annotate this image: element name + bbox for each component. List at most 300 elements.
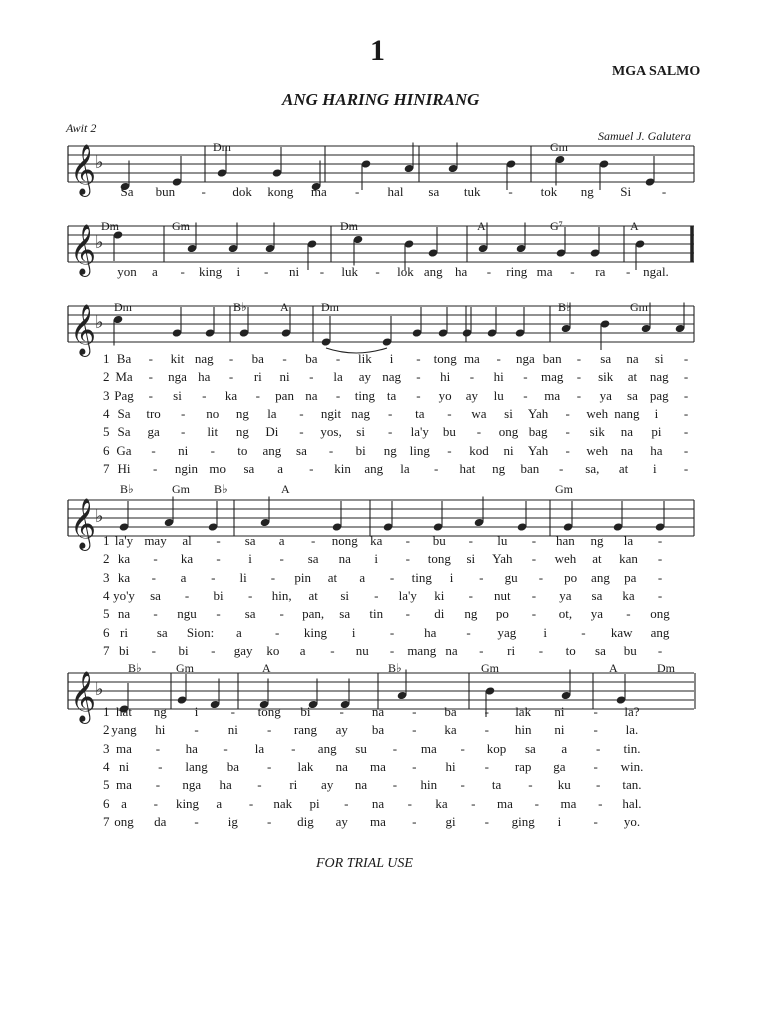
lyric-syllable: la bbox=[254, 740, 265, 756]
lyric-syllable: ig bbox=[227, 813, 238, 829]
lyric-syllable: - bbox=[210, 442, 215, 458]
lyric-syllable: pin bbox=[294, 569, 311, 585]
lyric-syllable: - bbox=[476, 424, 482, 440]
lyric-syllable: po bbox=[495, 606, 509, 622]
lyric-syllable: li bbox=[239, 569, 247, 585]
lyric-syllable: Sa bbox=[117, 424, 131, 440]
lyric-syllable: nga bbox=[168, 369, 187, 385]
lyric-syllable: weh bbox=[586, 442, 609, 458]
music-note bbox=[599, 159, 610, 190]
music-note bbox=[600, 319, 611, 350]
lyric-syllable: - bbox=[216, 533, 221, 548]
chord-symbol: G⁷ bbox=[550, 219, 563, 233]
lyric-syllable: gi bbox=[445, 813, 456, 829]
lyric-syllable: ma bbox=[310, 184, 327, 199]
lyric-syllable: - bbox=[309, 369, 314, 385]
music-note bbox=[616, 674, 627, 705]
lyric-syllable: i bbox=[449, 569, 454, 585]
lyric-syllable: ma bbox=[370, 813, 386, 829]
lyric-syllable: ko bbox=[266, 642, 280, 658]
lyric-syllable: - bbox=[683, 442, 689, 458]
lyric-syllable: - bbox=[388, 405, 393, 421]
lyric-syllable: ging bbox=[511, 813, 535, 829]
lyric-syllable: - bbox=[247, 587, 253, 603]
lyric-syllable: nag bbox=[351, 405, 371, 421]
lyric-syllable: - bbox=[155, 777, 161, 793]
lyric-syllable: ma bbox=[536, 264, 553, 279]
lyric-syllable: - bbox=[460, 740, 465, 756]
lyric-syllable: - bbox=[538, 642, 544, 658]
lyric-syllable: ban bbox=[520, 460, 540, 476]
lyric-syllable: la bbox=[333, 369, 343, 385]
chord-symbol: A bbox=[281, 482, 290, 496]
lyric-syllable: win. bbox=[620, 758, 644, 774]
lyric-syllable: rap bbox=[514, 758, 532, 774]
lyric-syllable: kan bbox=[619, 551, 638, 567]
lyric-syllable: - bbox=[328, 442, 334, 458]
lyric-syllable: Sa bbox=[117, 405, 131, 421]
music-note bbox=[412, 307, 423, 338]
lyric-syllable: lang bbox=[185, 758, 208, 774]
lyric-syllable: - bbox=[486, 264, 492, 279]
lyric-syllable: na bbox=[338, 551, 351, 567]
lyric-syllable: - bbox=[593, 813, 598, 829]
lyric-syllable: - bbox=[389, 624, 395, 640]
lyric-syllable: - bbox=[657, 569, 663, 585]
lyric-syllable: ba bbox=[251, 351, 264, 366]
lyric-syllable: ang bbox=[262, 442, 282, 458]
lyric-syllable: sa bbox=[307, 551, 319, 567]
lyric-syllable: - bbox=[148, 351, 153, 366]
lyric-syllable: - bbox=[460, 777, 465, 793]
lyric-syllable: ngal. bbox=[643, 264, 669, 279]
music-note bbox=[433, 501, 444, 532]
verse-number: 3 bbox=[103, 740, 110, 756]
lyric-syllable: ong bbox=[498, 424, 519, 440]
lyric-syllable: ng bbox=[383, 442, 397, 458]
music-note bbox=[177, 674, 188, 705]
lyric-syllable: la'y bbox=[398, 587, 417, 603]
lyric-syllable: - bbox=[299, 424, 304, 440]
lyric-syllable: hin bbox=[514, 722, 532, 738]
lyric-syllable: ha bbox=[650, 442, 663, 458]
lyric-syllable: - bbox=[374, 587, 379, 603]
key-signature-flat-icon: ♭ bbox=[95, 232, 104, 253]
lyric-syllable: - bbox=[412, 758, 417, 774]
lyric-syllable: - bbox=[180, 405, 186, 421]
lyric-syllable: Yah bbox=[492, 551, 513, 567]
lyric-syllable: no bbox=[206, 405, 220, 421]
lyric-syllable: ng bbox=[153, 704, 167, 719]
lyric-syllable: - bbox=[508, 184, 513, 199]
lyric-syllable: Hi bbox=[117, 460, 131, 476]
lyric-syllable: - bbox=[344, 795, 349, 811]
lyric-syllable: ma bbox=[116, 740, 132, 756]
lyric-syllable: ang bbox=[591, 569, 610, 585]
lyric-syllable: ling bbox=[409, 442, 430, 458]
lyric-syllable: i bbox=[194, 704, 199, 719]
lyric-syllable: - bbox=[466, 624, 471, 640]
lyric-syllable: - bbox=[270, 569, 276, 585]
lyric-syllable: nag bbox=[649, 369, 669, 385]
lyric-syllable: hi bbox=[155, 722, 166, 738]
music-note bbox=[515, 307, 526, 338]
treble-clef-icon: 𝄞 bbox=[70, 304, 97, 355]
lyric-syllable: - bbox=[274, 624, 280, 640]
verse-number: 6 bbox=[103, 442, 110, 458]
lyric-syllable: tong bbox=[257, 704, 281, 719]
lyric-syllable: ang bbox=[364, 460, 384, 476]
lyric-syllable: la'y bbox=[114, 533, 134, 548]
lyric-syllable: mo bbox=[209, 460, 226, 476]
lyric-syllable: - bbox=[484, 758, 490, 774]
lyric-syllable: si bbox=[173, 387, 182, 403]
lyric-syllable: na bbox=[626, 351, 639, 366]
chord-symbol: B♭ bbox=[120, 482, 134, 496]
lyric-syllable: - bbox=[282, 351, 287, 366]
music-note bbox=[272, 147, 283, 178]
lyric-syllable: sa bbox=[243, 460, 255, 476]
lyric-syllable: sa, bbox=[585, 460, 600, 476]
lyric-syllable: nga bbox=[516, 351, 535, 366]
lyric-syllable: - bbox=[565, 442, 570, 458]
music-note bbox=[113, 230, 124, 261]
lyric-syllable: - bbox=[523, 387, 528, 403]
lyric-syllable: ba bbox=[371, 722, 385, 738]
lyric-syllable: ngu bbox=[177, 606, 197, 622]
lyric-syllable: bi bbox=[178, 642, 189, 658]
lyric-syllable: nag bbox=[194, 351, 214, 366]
verse-number: 7 bbox=[103, 460, 110, 476]
treble-clef-icon: 𝄞 bbox=[70, 224, 97, 275]
song-title: ANG HARING HINIRANG bbox=[282, 90, 480, 109]
lyric-syllable: - bbox=[657, 642, 663, 658]
verse-number: 4 bbox=[103, 587, 110, 603]
lyric-syllable: dok bbox=[232, 184, 252, 199]
lyric-syllable: - bbox=[158, 758, 163, 774]
lyric-syllable: - bbox=[291, 740, 296, 756]
lyric-syllable: - bbox=[558, 460, 564, 476]
lyric-syllable: si bbox=[504, 405, 513, 421]
lyric-syllable: ta bbox=[386, 387, 397, 403]
chord-symbol: A bbox=[262, 661, 271, 675]
lyric-syllable: - bbox=[468, 533, 473, 548]
lyric-syllable: lok bbox=[397, 264, 414, 279]
lyric-syllable: di bbox=[434, 606, 445, 622]
lyric-syllable: - bbox=[595, 740, 601, 756]
lyric-syllable: la bbox=[267, 405, 277, 421]
lyric-syllable: i bbox=[557, 813, 562, 829]
lyric-syllable: pag bbox=[649, 387, 669, 403]
lyric-syllable: lu bbox=[493, 387, 504, 403]
lyric-syllable: - bbox=[266, 722, 272, 738]
lyric-syllable: la. bbox=[625, 722, 639, 738]
lyric-syllable: la bbox=[623, 533, 634, 548]
lyric-syllable: na bbox=[335, 758, 348, 774]
music-staff bbox=[0, 116, 768, 206]
lyric-syllable: ng bbox=[590, 533, 604, 548]
lyric-syllable: bu bbox=[442, 424, 456, 440]
lyric-syllable: - bbox=[257, 777, 262, 793]
lyric-syllable: da bbox=[154, 813, 167, 829]
lyric-syllable: bi bbox=[355, 442, 366, 458]
lyric-syllable: - bbox=[211, 569, 216, 585]
lyric-syllable: a bbox=[216, 795, 223, 811]
lyric-syllable: - bbox=[216, 551, 221, 567]
lyric-syllable: ni bbox=[503, 442, 514, 458]
lyric-syllable: a bbox=[277, 460, 283, 476]
lyric-syllable: sa bbox=[150, 587, 161, 603]
lyric-syllable: gay bbox=[233, 642, 253, 658]
lyric-syllable: - bbox=[683, 460, 689, 476]
lyric-syllable: ri bbox=[507, 642, 516, 658]
lyric-syllable: a bbox=[278, 533, 285, 548]
lyric-syllable: Yah bbox=[527, 405, 549, 421]
lyric-syllable: ang bbox=[650, 624, 670, 640]
lyric-syllable: ni bbox=[118, 758, 130, 774]
lyric-syllable: - bbox=[523, 369, 528, 385]
lyric-syllable: bi bbox=[118, 642, 130, 658]
lyric-syllable: sa bbox=[600, 351, 612, 366]
lyric-syllable: at bbox=[308, 587, 318, 603]
lyric-syllable: hin bbox=[420, 777, 438, 793]
lyric-syllable: Ga bbox=[116, 442, 132, 458]
lyric-syllable: lak bbox=[297, 758, 314, 774]
lyric-syllable: king bbox=[198, 264, 223, 279]
lyric-syllable: i bbox=[236, 264, 241, 279]
lyric-syllable: - bbox=[148, 369, 153, 385]
lyric-syllable: sa bbox=[244, 606, 256, 622]
lyric-syllable: la'y bbox=[410, 424, 429, 440]
lyric-syllable: ga bbox=[553, 758, 566, 774]
lyric-syllable: ng bbox=[492, 460, 506, 476]
lyric-syllable: - bbox=[216, 606, 221, 622]
lyric-syllable: nut bbox=[494, 587, 511, 603]
lyric-syllable: ni bbox=[554, 704, 565, 719]
lyric-syllable: to bbox=[565, 642, 576, 658]
lyric-syllable: - bbox=[479, 642, 484, 658]
music-note bbox=[404, 143, 415, 174]
lyric-syllable: ta bbox=[415, 405, 425, 421]
verse-number: 6 bbox=[103, 624, 110, 640]
lyric-syllable: ra bbox=[595, 264, 606, 279]
lyric-syllable: pi bbox=[309, 795, 320, 811]
lyric-syllable: kod bbox=[469, 442, 489, 458]
lyric-syllable: si bbox=[466, 551, 476, 567]
lyric-syllable: - bbox=[264, 264, 269, 279]
lyric-syllable: - bbox=[151, 642, 156, 658]
lyric-syllable: Sion: bbox=[186, 624, 215, 640]
lyric-syllable: ya bbox=[559, 587, 572, 603]
music-note bbox=[516, 223, 527, 254]
lyric-syllable: - bbox=[148, 387, 153, 403]
lyric-syllable: - bbox=[335, 351, 341, 366]
lyric-syllable: ban bbox=[542, 351, 562, 366]
lyric-syllable: kop bbox=[486, 740, 507, 756]
lyric-syllable: tro bbox=[146, 405, 161, 421]
lyric-syllable: ng bbox=[235, 405, 249, 421]
lyric-syllable: - bbox=[593, 758, 598, 774]
lyric-syllable: a bbox=[180, 569, 187, 585]
lyric-syllable: - bbox=[309, 460, 314, 476]
lyric-syllable: ay bbox=[465, 387, 479, 403]
lyric-syllable: sa bbox=[156, 624, 168, 640]
lyric-syllable: - bbox=[153, 606, 158, 622]
chord-symbol: A bbox=[609, 661, 618, 675]
lyric-syllable: - bbox=[194, 722, 199, 738]
lyric-syllable: - bbox=[576, 369, 582, 385]
lyric-syllable: - bbox=[388, 424, 393, 440]
lyric-syllable: ay bbox=[358, 369, 371, 385]
lyric-syllable: at bbox=[627, 369, 638, 385]
lyric-syllable: - bbox=[595, 777, 601, 793]
lyric-syllable: hal bbox=[387, 184, 404, 199]
lyric-syllable: ka bbox=[180, 551, 194, 567]
lyric-syllable: hal. bbox=[622, 795, 642, 811]
chord-symbol: B♭ bbox=[128, 661, 142, 675]
lyric-syllable: ha bbox=[185, 740, 198, 756]
lyric-syllable: ba bbox=[444, 704, 457, 719]
lyric-syllable: sa bbox=[595, 642, 606, 658]
music-note bbox=[613, 501, 624, 532]
lyric-syllable: lu bbox=[497, 533, 508, 548]
lyric-syllable: - bbox=[416, 369, 421, 385]
lyric-syllable: at bbox=[618, 460, 629, 476]
lyric-syllable: yang bbox=[111, 722, 137, 738]
lyric-syllable: - bbox=[661, 184, 667, 199]
composer-credit: Samuel J. Galutera bbox=[598, 129, 691, 143]
lyric-syllable: - bbox=[416, 387, 421, 403]
music-note bbox=[563, 501, 574, 532]
lyric-syllable: at bbox=[592, 551, 602, 567]
lyric-syllable: tong bbox=[427, 551, 451, 567]
music-note bbox=[655, 501, 666, 532]
section-label: MGA SALMO bbox=[612, 64, 701, 79]
music-note bbox=[119, 501, 130, 532]
lyric-syllable: na bbox=[620, 424, 633, 440]
lyric-syllable: ki bbox=[434, 587, 445, 603]
lyric-syllable: - bbox=[405, 606, 410, 622]
lyric-syllable: ot, bbox=[558, 606, 573, 622]
lyric-syllable: - bbox=[211, 642, 216, 658]
lyric-syllable: sa bbox=[244, 533, 256, 548]
verse-number: 3 bbox=[103, 569, 110, 585]
lyric-syllable: ong bbox=[650, 606, 670, 622]
music-note bbox=[208, 501, 219, 532]
lyric-syllable: at bbox=[327, 569, 338, 585]
lyric-syllable: king bbox=[303, 624, 327, 640]
lyric-syllable: i bbox=[543, 624, 547, 640]
lyric-syllable: ting bbox=[411, 569, 432, 585]
lyric-syllable: - bbox=[484, 704, 490, 719]
lyric-syllable: - bbox=[598, 795, 603, 811]
lyric-syllable: - bbox=[255, 387, 260, 403]
music-note bbox=[332, 501, 343, 532]
lyric-syllable: - bbox=[468, 587, 473, 603]
page-number: 1 bbox=[370, 34, 385, 67]
lyric-syllable: - bbox=[534, 795, 539, 811]
lyric-syllable: pan bbox=[275, 387, 294, 403]
lyric-syllable: hi bbox=[445, 758, 456, 774]
lyric-syllable: - bbox=[683, 424, 689, 440]
lyric-syllable: i bbox=[248, 551, 252, 567]
lyric-syllable: ong bbox=[114, 813, 134, 829]
lyric-syllable: i bbox=[389, 351, 394, 366]
lyric-syllable: i bbox=[351, 624, 356, 640]
lyric-syllable: sa bbox=[296, 442, 307, 458]
lyric-syllable: si bbox=[340, 587, 350, 603]
lyric-syllable: pa bbox=[624, 569, 637, 585]
lyric-syllable: Yah bbox=[527, 442, 549, 458]
lyric-syllable: ga bbox=[147, 424, 160, 440]
music-note bbox=[448, 143, 459, 174]
lyric-syllable: kong bbox=[267, 184, 294, 199]
verse-number: 2 bbox=[103, 369, 110, 385]
music-note bbox=[260, 497, 271, 528]
lyric-syllable: - bbox=[202, 387, 207, 403]
music-note bbox=[265, 223, 276, 254]
chord-symbol: Gm bbox=[550, 140, 568, 154]
lyric-syllable: - bbox=[626, 606, 631, 622]
music-note bbox=[555, 155, 566, 186]
lyric-syllable: - bbox=[683, 405, 689, 421]
treble-clef-icon: 𝄞 bbox=[70, 671, 97, 722]
lyric-syllable: - bbox=[531, 587, 537, 603]
lyric-syllable: - bbox=[484, 813, 490, 829]
lyric-syllable: - bbox=[683, 387, 689, 403]
lyric-syllable: - bbox=[319, 264, 325, 279]
lyric-syllable: yon bbox=[117, 264, 137, 279]
lyric-syllable: pan, bbox=[302, 606, 325, 622]
lyric-syllable: - bbox=[223, 740, 228, 756]
lyric-syllable: - bbox=[339, 704, 344, 719]
chord-symbol: Dm bbox=[101, 219, 119, 233]
verse-number: 4 bbox=[103, 758, 110, 774]
lyric-syllable: - bbox=[469, 369, 475, 385]
chord-symbol: A bbox=[477, 219, 486, 233]
music-note bbox=[353, 235, 364, 266]
music-note bbox=[428, 227, 439, 258]
verse-number: 6 bbox=[103, 795, 110, 811]
lyric-syllable: - bbox=[375, 264, 380, 279]
lyric-syllable: a bbox=[561, 740, 568, 756]
lyric-syllable: i bbox=[652, 460, 657, 476]
key-signature-flat-icon: ♭ bbox=[95, 312, 104, 333]
lyric-syllable: ka bbox=[435, 795, 448, 811]
lyric-syllable: tin bbox=[369, 606, 384, 622]
lyric-syllable: mag bbox=[540, 369, 564, 385]
lyric-syllable: ng bbox=[464, 606, 478, 622]
music-note bbox=[172, 156, 183, 187]
lyric-syllable: a bbox=[151, 264, 158, 279]
lyric-syllable: al bbox=[182, 533, 192, 548]
lyric-syllable: rang bbox=[293, 722, 317, 738]
lyric-syllable: kin bbox=[334, 460, 351, 476]
lyric-syllable: bu bbox=[623, 642, 637, 658]
lyric-syllable: - bbox=[184, 587, 190, 603]
verse-number: 5 bbox=[103, 777, 110, 793]
lyric-syllable: ya bbox=[590, 606, 604, 622]
lyric-syllable: yos, bbox=[320, 424, 342, 440]
music-note bbox=[228, 223, 239, 254]
music-note bbox=[164, 497, 175, 528]
chord-symbol: B♭ bbox=[214, 482, 228, 496]
lyric-syllable: - bbox=[248, 795, 254, 811]
lyric-syllable: ri bbox=[289, 777, 298, 793]
lyric-syllable: tan. bbox=[622, 777, 642, 793]
lyric-syllable: su bbox=[355, 740, 367, 756]
chord-symbol: Dm bbox=[114, 300, 132, 314]
